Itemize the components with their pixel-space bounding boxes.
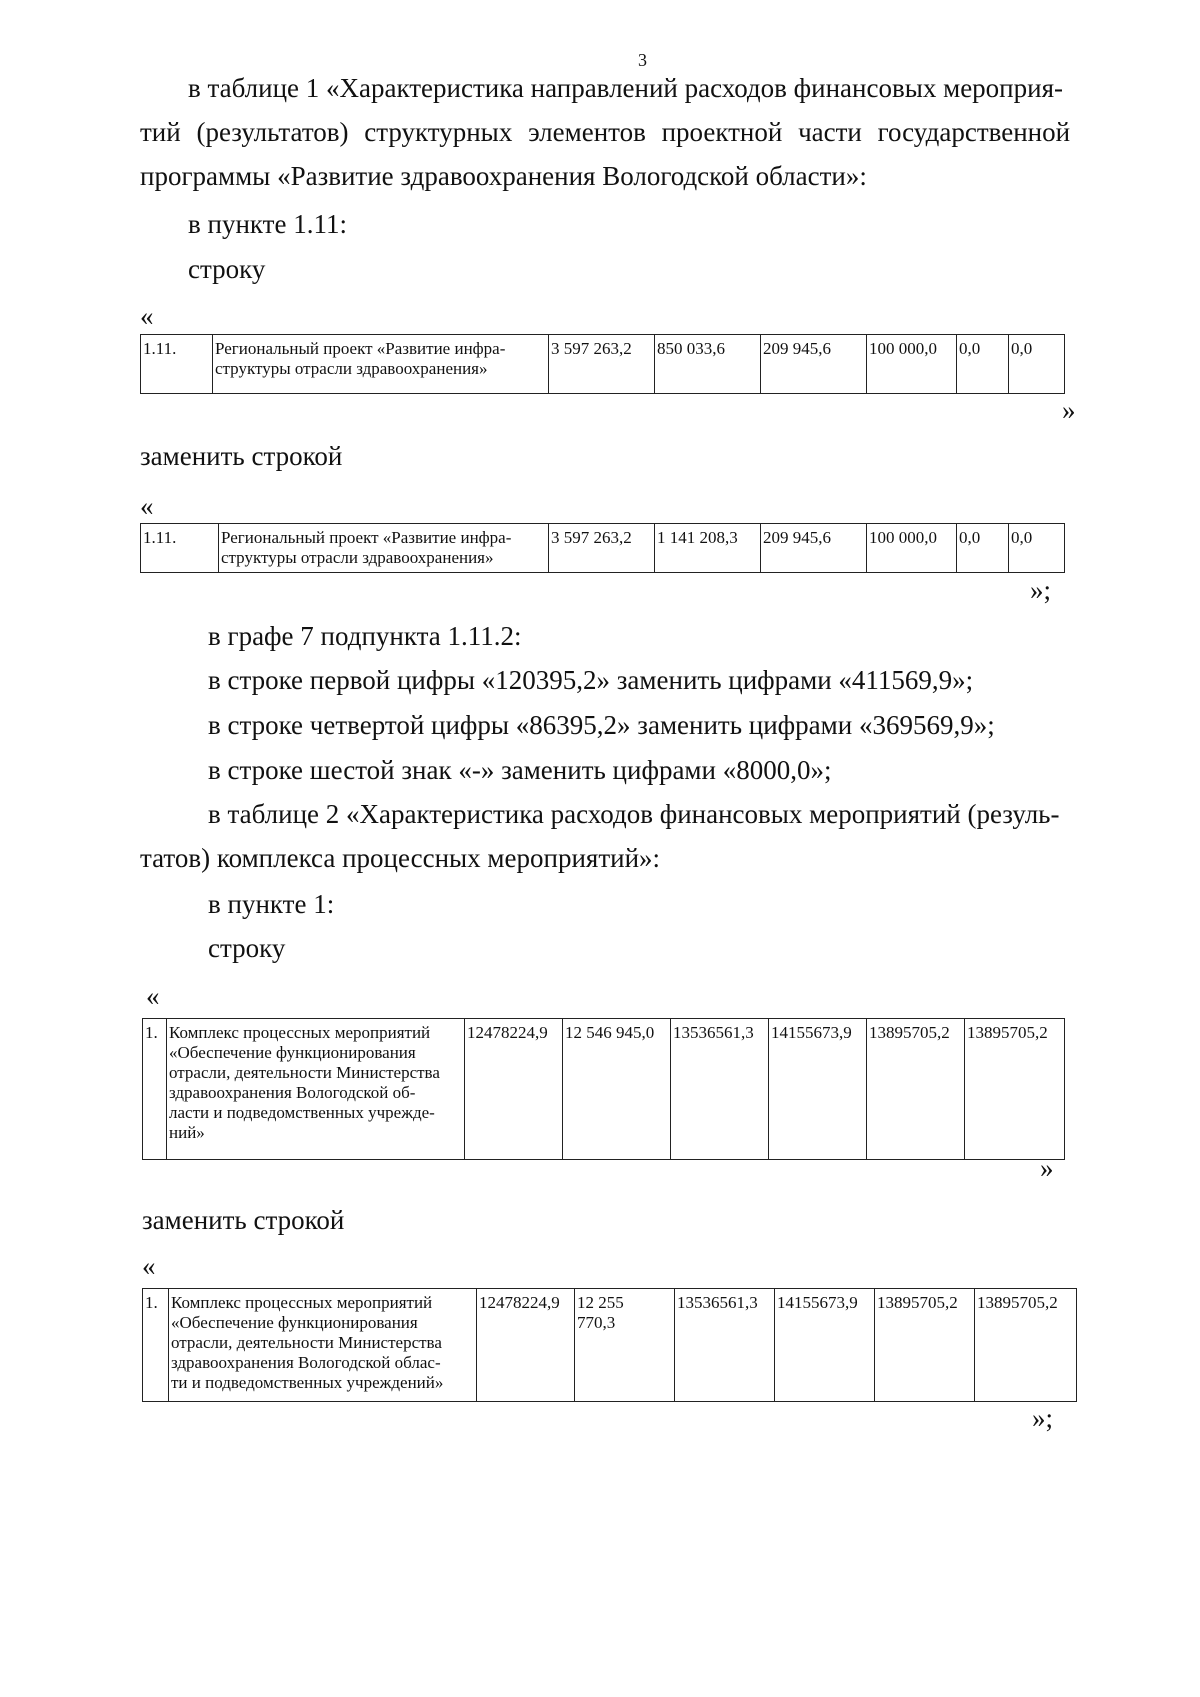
table2-line-2: татов) комплекса процессных мероприятий»:	[140, 843, 661, 873]
value-cell: 13895705,2	[875, 1289, 975, 1402]
value-cell: 209 945,6	[761, 524, 867, 573]
replace-with-row-2: заменить строкой	[142, 1205, 345, 1235]
value-cell: 12478224,9	[477, 1289, 575, 1402]
description-line: Комплекс процессных мероприятий	[171, 1293, 433, 1312]
table-row	[141, 335, 1065, 394]
description-line: структуры отрасли здравоохранения»	[215, 359, 488, 378]
description-line: ласти и подведомственных учрежде-	[169, 1103, 435, 1122]
intro-item: в пункте 1.11:	[188, 209, 347, 239]
table1-new-row	[140, 523, 1065, 573]
intro-line-1: в таблице 1 «Характеристика направлений расходов финансовых мероприя-	[188, 73, 1063, 103]
quote-close-2: »	[1040, 1153, 1054, 1183]
quote-open-4: «	[142, 1251, 156, 1281]
table2-line-1: в таблице 2 «Характеристика расходов финансовых мероприятий (резуль-	[208, 799, 1060, 829]
table2-new-row	[142, 1288, 1077, 1402]
value-line: 12 255	[577, 1293, 624, 1312]
quote-close-semi-1: »;	[1030, 575, 1052, 605]
value-cell: 3 597 263,2	[549, 335, 655, 394]
description-line: отрасли, деятельности Министерства	[171, 1333, 442, 1352]
value-cell: 0,0	[1009, 335, 1065, 394]
description-line: Региональный проект «Развитие инфра-	[215, 339, 506, 358]
value-cell: 14155673,9	[775, 1289, 875, 1402]
table-row	[143, 1019, 1065, 1160]
page-number: 3	[638, 50, 647, 70]
description-line: здравоохранения Вологодской облас-	[171, 1353, 441, 1372]
table-row	[141, 524, 1065, 573]
value-cell: 0,0	[957, 335, 1009, 394]
value-cell: 1 141 208,3	[655, 524, 761, 573]
table2-row-word: строку	[208, 933, 286, 963]
value-cell	[575, 1289, 675, 1402]
description-line: отрасли, деятельности Министерства	[169, 1063, 440, 1082]
table-row	[143, 1289, 1077, 1402]
replace-with-row-1: заменить строкой	[140, 441, 343, 471]
row-number-cell: 1.11.	[141, 524, 219, 573]
value-cell: 13895705,2	[965, 1019, 1065, 1160]
value-cell: 209 945,6	[761, 335, 867, 394]
value-cell: 13536561,3	[671, 1019, 769, 1160]
intro-line-2: тий (результатов) структурных элементов проектной части государственной	[140, 117, 1071, 147]
table1-old-row	[140, 334, 1065, 394]
value-cell: 12478224,9	[465, 1019, 563, 1160]
row-description-cell	[169, 1289, 477, 1402]
change-line-fourth: в строке четвертой цифры «86395,2» заменить цифрами «369569,9»;	[208, 710, 995, 740]
description-line: Комплекс процессных мероприятий	[169, 1023, 431, 1042]
table2-old-row	[142, 1018, 1065, 1160]
row-description-cell	[167, 1019, 465, 1160]
value-cell: 12 546 945,0	[563, 1019, 671, 1160]
description-line: ти и подведомственных учреждений»	[171, 1373, 444, 1392]
intro-line-3: программы «Развитие здравоохранения Вологодской области»:	[140, 161, 867, 191]
value-cell: 850 033,6	[655, 335, 761, 394]
value-cell: 13536561,3	[675, 1289, 775, 1402]
row-number-cell: 1.	[143, 1019, 167, 1160]
value-cell: 3 597 263,2	[549, 524, 655, 573]
row-description-cell	[213, 335, 549, 394]
value-cell: 0,0	[957, 524, 1009, 573]
value-cell: 14155673,9	[769, 1019, 867, 1160]
value-cell: 13895705,2	[867, 1019, 965, 1160]
change-line-sixth: в строке шестой знак «-» заменить цифрами «8000,0»;	[208, 755, 832, 785]
quote-close-semi-2: »;	[1032, 1403, 1054, 1433]
quote-open-3: «	[146, 981, 160, 1011]
description-line: Региональный проект «Развитие инфра-	[221, 528, 512, 547]
description-line: ний»	[169, 1123, 205, 1142]
value-cell: 100 000,0	[867, 524, 957, 573]
quote-close-1: »	[1062, 395, 1076, 425]
value-cell: 0,0	[1009, 524, 1065, 573]
description-line: «Обеспечение функционирования	[169, 1043, 416, 1062]
description-line: «Обеспечение функционирования	[171, 1313, 418, 1332]
quote-open-2: «	[140, 491, 154, 521]
col7-heading: в графе 7 подпункта 1.11.2:	[208, 621, 522, 651]
intro-row-word: строку	[188, 254, 266, 284]
value-line: 770,3	[577, 1313, 616, 1332]
table2-item: в пункте 1:	[208, 889, 335, 919]
quote-open-1: «	[140, 301, 154, 331]
row-number-cell: 1.11.	[141, 335, 213, 394]
description-line: здравоохранения Вологодской об-	[169, 1083, 416, 1102]
description-line: структуры отрасли здравоохранения»	[221, 548, 494, 567]
row-number-cell: 1.	[143, 1289, 169, 1402]
change-line-first: в строке первой цифры «120395,2» заменить цифрами «411569,9»;	[208, 665, 974, 695]
value-cell: 100 000,0	[867, 335, 957, 394]
value-cell: 13895705,2	[975, 1289, 1077, 1402]
row-description-cell	[219, 524, 549, 573]
